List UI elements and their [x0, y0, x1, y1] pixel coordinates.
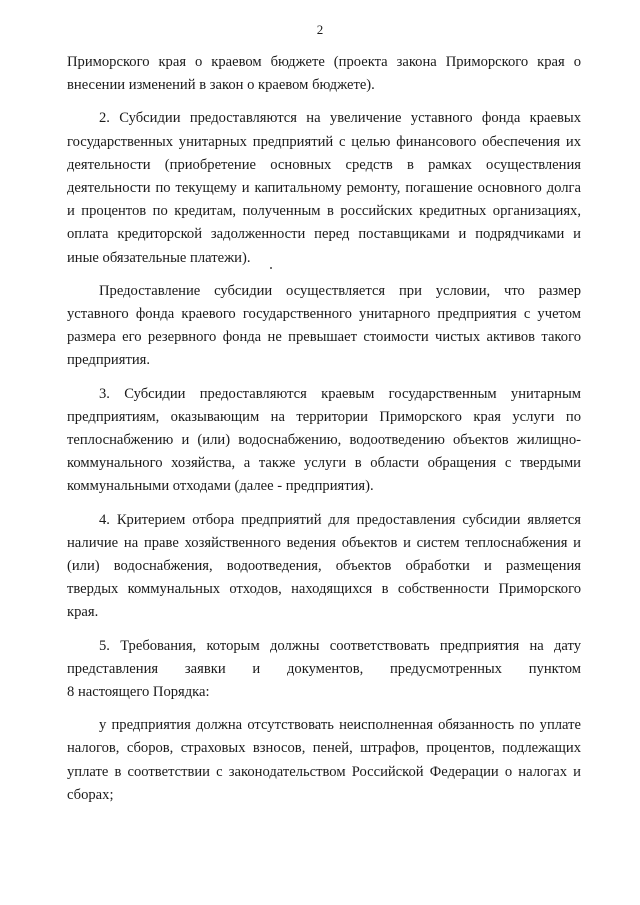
text-line: деятельности по текущему и капитальному ремонту, погашение основного долга [67, 180, 581, 197]
text-line: края. [67, 604, 99, 621]
text-line: 8 настоящего Порядка: [67, 684, 210, 701]
text-line: коммунального хозяйства, а также услуги в области обращения с твердыми [67, 455, 581, 472]
text-line: (или) водоснабжения, водоотведения, объектов обработки и размещения [67, 558, 581, 575]
paragraph-condition [67, 280, 581, 373]
paragraph-clause-3 [67, 383, 581, 499]
text-line: наличие на праве хозяйственного ведения объектов и систем теплоснабжения и [67, 534, 581, 551]
paragraph-requirement [67, 714, 581, 807]
text-line: оплата кредиторской задолженности перед поставщиками и подрядчиками и [67, 226, 581, 243]
paragraph-clause-4 [67, 509, 581, 625]
text-line: предприятия. [67, 352, 150, 369]
text-line: твердых коммунальных отходов, находящихся в собственности Приморского [67, 581, 581, 598]
text-line: внесении изменений в закон о краевом бюджете). [67, 77, 375, 94]
page-number: 2 [316, 22, 324, 37]
text-line: 3. Субсидии предоставляются краевым государственным унитарным [99, 385, 581, 402]
text-line: иные обязательные платежи). [67, 249, 251, 266]
text-line: представления заявки и документов, предусмотренных пунктом [67, 660, 581, 677]
text-line: теплоснабжению и (или) водоснабжению, водоотведению объектов жилищно- [67, 432, 581, 449]
text-line: государственных унитарных предприятий с целью финансового обеспечения их [67, 133, 581, 150]
text-line: деятельности (приобретение основных средств в рамках осуществления [67, 156, 581, 173]
scan-speck [270, 267, 272, 269]
paragraph-continuation [67, 51, 581, 97]
text-line: 5. Требования, которым должны соответствовать предприятия на дату [99, 637, 581, 654]
text-line: налогов, сборов, страховых взносов, пеней, штрафов, процентов, подлежащих [67, 740, 581, 757]
text-line: и процентов по кредитам, полученным в российских кредитных организациях, [67, 203, 581, 220]
text-line: 4. Критерием отбора предприятий для предоставления субсидии является [99, 511, 581, 528]
text-line: коммунальными отходами (далее - предприятия). [67, 478, 374, 495]
text-line: сборах; [67, 786, 114, 803]
text-line: Предоставление субсидии осуществляется при условии, что размер [99, 282, 581, 299]
text-line: у предприятия должна отсутствовать неисполненная обязанность по уплате [99, 717, 581, 734]
paragraph-clause-2 [67, 107, 581, 269]
text-line: размера его резервного фонда не превышает стоимости чистых активов такого [67, 329, 581, 346]
text-line: 2. Субсидии предоставляются на увеличение уставного фонда краевых [99, 110, 581, 127]
text-line: предприятиям, оказывающим на территории Приморского края услуги по [67, 408, 581, 425]
text-line: Приморского края о краевом бюджете (проекта закона Приморского края о [67, 54, 581, 70]
text-line: уставного фонда краевого государственного унитарного предприятия с учетом [67, 306, 581, 323]
document-body [67, 51, 581, 807]
paragraph-clause-5 [67, 635, 581, 705]
text-line: уплате в соответствии с законодательством Российской Федерации о налогах и [67, 763, 581, 780]
